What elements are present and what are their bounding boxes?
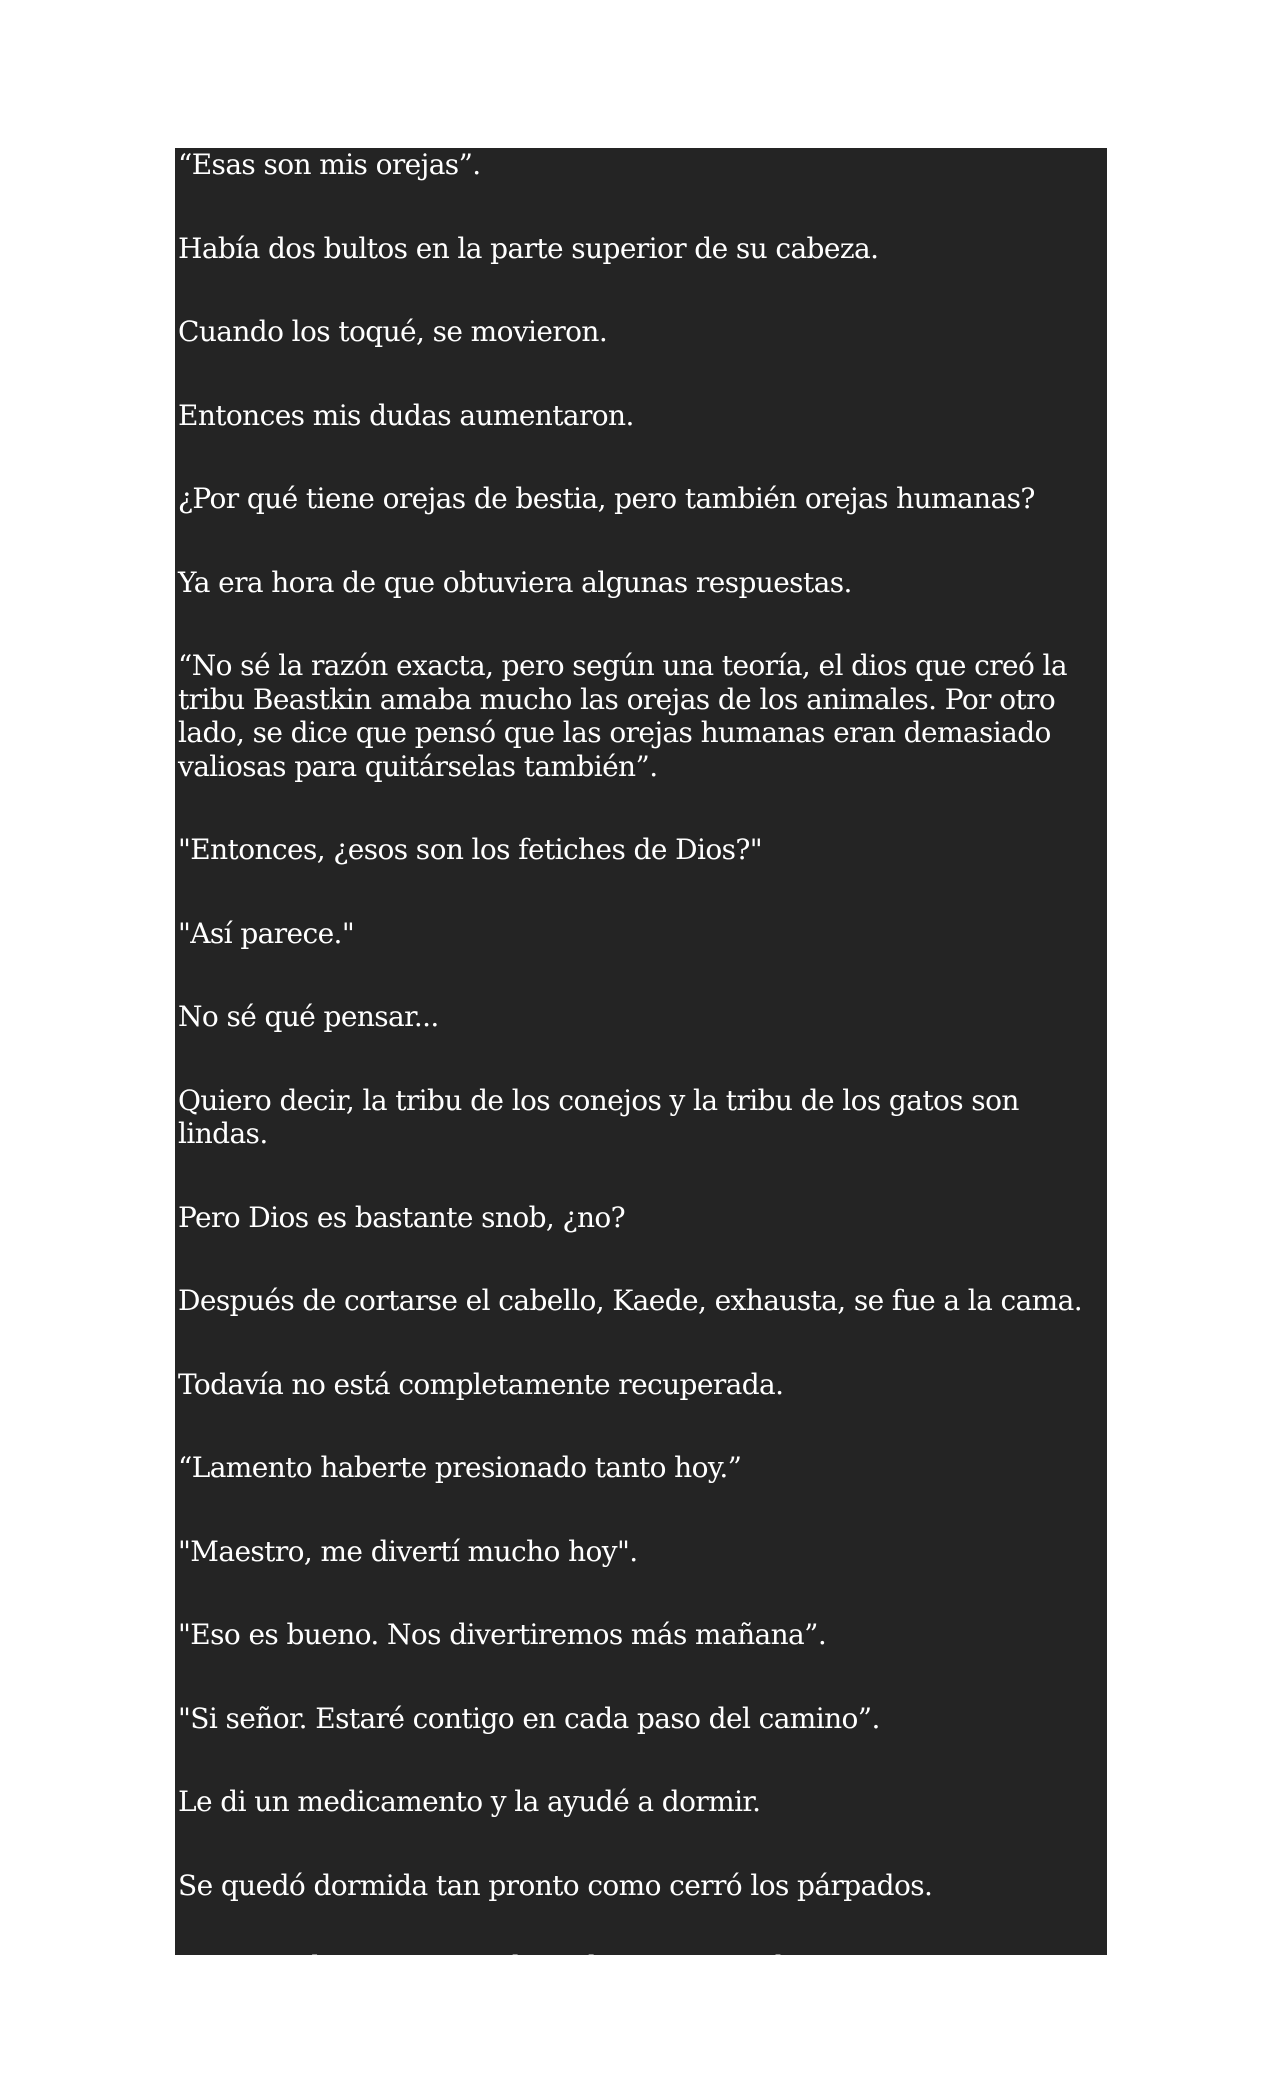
paragraph: Pero Dios es bastante snob, ¿no? [178, 1200, 626, 1234]
paragraph: Todavía no está completamente recuperada. [178, 1367, 784, 1401]
paragraph: Le di un medicamento y la ayudé a dormir. [178, 1785, 761, 1818]
paragraph: Cuando los toqué, se movieron. [178, 315, 608, 348]
paragraph: Había dos bultos en la parte superior de su cabeza. [178, 231, 879, 265]
paragraph: "Maestro, me divertí mucho hoy". [178, 1534, 638, 1568]
paragraph: Se quedó dormida tan pronto como cerró los párpados. [178, 1868, 933, 1902]
paragraph: Después de cortarse el cabello, Kaede, exhausta, se fue a la cama. [178, 1284, 1083, 1317]
paragraph: "Si señor. Estaré contigo en cada paso del camino”. [178, 1701, 880, 1735]
paragraph: ¿Por qué tiene orejas de bestia, pero también orejas humanas? [178, 482, 1035, 515]
paragraph: Entonces mis dudas aumentaron. [178, 398, 634, 432]
paragraph: Quiero decir, la tribu de los conejos y la tribu de los gatos son lindas. [178, 1083, 1019, 1150]
paragraph: "Entonces, ¿esos son los fetiches de Dios?" [178, 833, 763, 866]
paragraph: "Eso es bueno. Nos divertiremos más mañana”. [178, 1618, 827, 1651]
paragraph: Ya era hora de que obtuviera algunas respuestas. [178, 565, 852, 599]
paragraph: Creo que hemos recorrido un largo camino hoy. [178, 1950, 828, 1983]
paragraph: “Lamento haberte presionado tanto hoy.” [178, 1451, 742, 1484]
paragraph: “Esas son mis orejas”. [178, 148, 481, 181]
paragraph: “No sé la razón exacta, pero según una teoría, el dios que creó la tribu Beastkin amaba mucho las orejas de los animales. Por otro lado, se dice que pensó que las orejas humanas eran demasiado valiosas para quitárselas también”. [178, 649, 1068, 783]
text-block [175, 148, 1107, 1983]
paragraph: No sé qué pensar... [178, 1000, 439, 1033]
paragraph: "Así parece." [178, 916, 355, 950]
